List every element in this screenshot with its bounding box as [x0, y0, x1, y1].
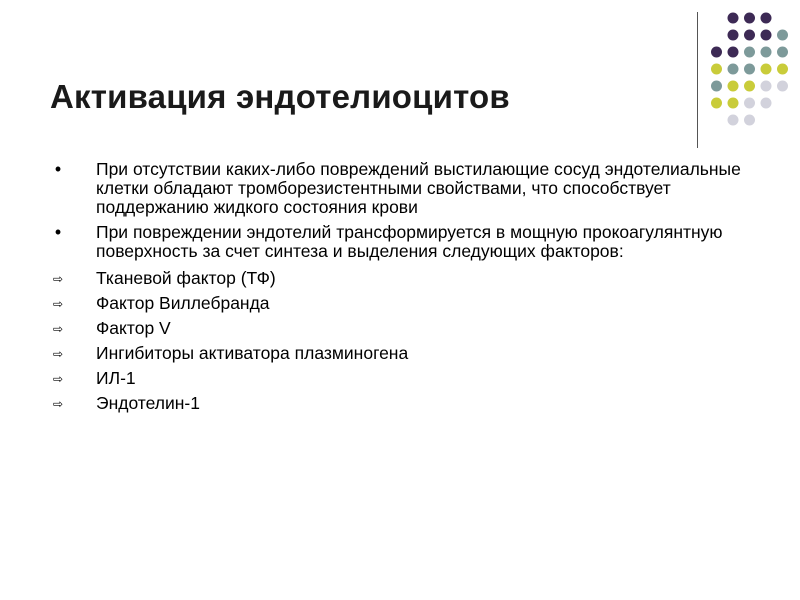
- slide-content: [48, 160, 748, 419]
- decorative-dot: [728, 98, 739, 109]
- slide-title: Активация эндотелиоцитов: [50, 78, 510, 115]
- decorative-dot: [728, 81, 739, 92]
- sub-bullet-text: Ингибиторы активатора плазминогена: [96, 343, 409, 363]
- decorative-dot: [711, 64, 722, 75]
- decorative-dot: [761, 47, 772, 58]
- bullet-item: [48, 160, 748, 217]
- decorative-dot: [728, 13, 739, 24]
- arrow-bullet-icon: ⇨: [52, 372, 64, 386]
- decorative-dot: [711, 47, 722, 58]
- sub-bullet-text: Фактор Виллебранда: [96, 293, 270, 313]
- arrow-bullet-icon: ⇨: [52, 322, 64, 336]
- arrow-bullet-icon: ⇨: [52, 297, 64, 311]
- decorative-dot: [744, 47, 755, 58]
- decorative-dot: [777, 81, 788, 92]
- decorative-dot: [777, 30, 788, 41]
- decorative-dot: [744, 64, 755, 75]
- bullet-item: [48, 223, 748, 261]
- decorative-dot: [711, 98, 722, 109]
- bullet-text: При повреждении эндотелий трансформируется в мощную прокоагулянтную поверхность за счет синтеза и выделения следующих факторов:: [96, 222, 723, 261]
- sub-bullet-text: Фактор V: [96, 318, 171, 338]
- decorative-dot: [761, 64, 772, 75]
- decorative-vertical-line: [697, 12, 698, 148]
- decorative-dot: [744, 13, 755, 24]
- sub-bullet-item: [48, 319, 748, 338]
- decorative-dot: [744, 81, 755, 92]
- decorative-dot: [728, 64, 739, 75]
- sub-bullet-item: [48, 369, 748, 388]
- arrow-bullet-icon: ⇨: [52, 397, 64, 411]
- sub-bullet-item: [48, 344, 748, 363]
- sub-bullet-item: [48, 294, 748, 313]
- decorative-dot: [761, 30, 772, 41]
- decorative-dot: [777, 64, 788, 75]
- sub-bullet-text: Тканевой фактор (ТФ): [96, 268, 276, 288]
- decorative-dot: [761, 13, 772, 24]
- sub-bullet-text: ИЛ-1: [96, 368, 136, 388]
- arrow-bullet-icon: ⇨: [52, 347, 64, 361]
- decorative-dot: [728, 47, 739, 58]
- bullet-marker: •: [54, 159, 62, 179]
- bullet-marker: •: [54, 222, 62, 242]
- sub-bullet-item: [48, 394, 748, 413]
- bullet-text: При отсутствии каких-либо повреждений выстилающие сосуд эндотелиальные клетки обладают тромборезистентными свойствами, что способствует поддержанию жидкого состояния крови: [96, 159, 741, 217]
- decorative-dot: [728, 30, 739, 41]
- sub-bullet-text: Эндотелин-1: [96, 393, 200, 413]
- decorative-dot: [744, 115, 755, 126]
- decorative-dot: [744, 98, 755, 109]
- decorative-dot: [761, 98, 772, 109]
- decorative-dot: [777, 47, 788, 58]
- arrow-bullet-icon: ⇨: [52, 272, 64, 286]
- decorative-dot: [761, 81, 772, 92]
- decorative-dot: [744, 30, 755, 41]
- sub-bullet-item: [48, 269, 748, 288]
- decorative-dot: [728, 115, 739, 126]
- decorative-dot: [711, 81, 722, 92]
